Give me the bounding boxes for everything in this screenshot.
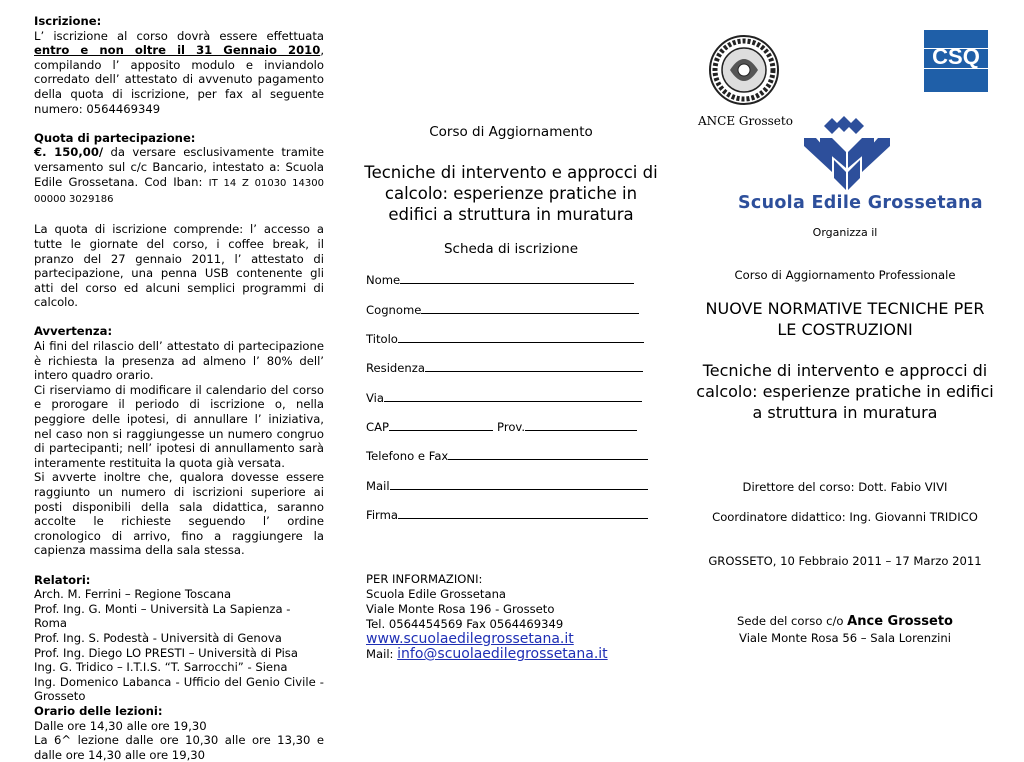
venue: Sede del corso c/o Ance Grosseto [736, 614, 953, 629]
surname-field[interactable]: Cognome [366, 302, 639, 317]
avvertenza-title: Avvertenza: [34, 324, 113, 339]
email-link[interactable]: info@scuolaedilegrossetana.it [397, 646, 608, 662]
relatore-item: Arch. M. Ferrini – Regione Toscana [34, 587, 232, 602]
info-org: Scuola Edile Grossetana [366, 587, 507, 601]
avvertenza-text-2: Ci riserviamo di modificare il calendario del corso e prorogare il periodo di iscrizione o, nella peggiore delle ipotesi, di annullare l’ iniziativa, nel caso non si raggiungesse un numero congruo di partecipanti; nell’ ipotesi di annullamento sarà interamente restituita la quota già versata. [34, 382, 324, 470]
left-column [34, 14, 324, 762]
course-type: Corso di Aggiornamento [429, 124, 593, 140]
relatori-title: Relatori: [34, 572, 91, 587]
signature-field[interactable]: Firma [366, 507, 648, 522]
ance-label: ANCE Grosseto [698, 114, 793, 128]
street-field[interactable]: Via [366, 390, 642, 405]
coordinator: Coordinatore didattico: Ing. Giovanni TRIDICO [712, 510, 978, 524]
iscrizione-text: L’ iscrizione al corso dovrà essere effettuata entro e non oltre il 31 Gennaio 2010, compilando l’ apposito modulo e inviandolo corredato dell’ attestato di avvenuto pagamento della quota di iscrizione, per fax al seguente numero: 0564469349 [34, 28, 324, 116]
relatore-item: Ing. G. Tridico – I.T.I.S. “T. Sarrocchi” - Siena [34, 660, 288, 675]
relatore-item: Prof. Ing. Diego LO PRESTI – Università di Pisa [34, 645, 298, 660]
headline: NUOVE NORMATIVE TECNICHE PER LE COSTRUZIONI [705, 299, 985, 339]
info-phone: Tel. 0564454569 Fax 0564469349 [366, 617, 564, 631]
csq-logo-icon: CSQ [924, 30, 988, 92]
venue-name: Ance Grosseto [847, 614, 953, 629]
iscrizione-title: Iscrizione: [34, 14, 102, 28]
avvertenza-text-3: Si avverte inoltre che, qualora dovesse essere raggiunto un numero di iscrizioni superiore ai posti disponibili della sala didattica, saranno accolte le richieste seguendo l’ ordine cronologico di arrivo, fino a raggiungere la capienza massima della sala stessa. [34, 470, 324, 558]
course-dates: GROSSETO, 10 Febbraio 2011 – 17 Marzo 2011 [708, 554, 982, 568]
director: Direttore del corso: Dott. Fabio VIVI [742, 480, 948, 494]
relatore-item: Ing. Domenico Labanca - Ufficio del Genio Civile - Grosseto [34, 674, 324, 704]
phone-fax-field[interactable]: Telefono e Fax [366, 448, 648, 463]
quota-text: €. 150,00/ da versare esclusivamente tramite versamento sul c/c Bancario, intestato a: Scuola Edile Grossetana. Cod Iban: IT 14 Z 01030 14300 00000 3029186 [34, 145, 324, 206]
info-block [366, 572, 608, 662]
quota-title: Quota di partecipazione: [34, 130, 196, 145]
course-type-right: Corso di Aggiornamento Professionale [734, 268, 956, 282]
website-link[interactable]: www.scuolaedilegrossetana.it [366, 631, 574, 647]
info-address: Viale Monte Rosa 196 - Grosseto [366, 602, 555, 616]
iscrizione-deadline: entro e non oltre il 31 Gennaio 2010 [34, 43, 321, 58]
title-field[interactable]: Titolo [366, 331, 644, 346]
venue-address: Viale Monte Rosa 56 – Sala Lorenzini [739, 631, 951, 645]
orario-text-2: La 6^ lezione dalle ore 10,30 alle ore 13,30 e dalle ore 14,30 alle ore 19,30 [34, 733, 324, 762]
ance-seal-icon [708, 30, 780, 112]
relatore-item: Prof. Ing. G. Monti – Università La Sapienza - Roma [34, 601, 291, 631]
course-title: Tecniche di intervento e approcci di calcolo: esperienze pratiche in edifici a struttura in muratura [364, 163, 658, 224]
avvertenza-text-1: Ai fini del rilascio dell’ attestato di partecipazione è richiesta la presenza ad almeno l’ 80% dell’ intero quadro orario. [34, 339, 324, 383]
orario-text-1: Dalle ore 14,30 alle ore 19,30 [34, 718, 207, 733]
mail-field[interactable]: Mail [366, 478, 648, 493]
relatore-item: Prof. Ing. S. Podestà - Università di Genova [34, 630, 282, 645]
orario-title: Orario delle lezioni: [34, 703, 163, 718]
name-field[interactable]: Nome [366, 272, 634, 287]
course-title-right: Tecniche di intervento e approcci di calcolo: esperienze pratiche in edifici a struttura in muratura [696, 361, 994, 422]
organizza-text: Organizza il [812, 226, 878, 239]
mail-label: Mail: [366, 647, 398, 661]
form-title: Scheda di iscrizione [443, 241, 579, 257]
school-logo-text: Scuola Edile Grossetana [738, 193, 983, 213]
cap-prov-field[interactable]: CAP Prov. [366, 419, 637, 434]
info-title: PER INFORMAZIONI: [366, 572, 483, 586]
residence-field[interactable]: Residenza [366, 360, 643, 375]
quota-includes: La quota di iscrizione comprende: l’ accesso a tutte le giornate del corso, i coffee break, il pranzo del 27 gennaio 2011, l’ attestato di partecipazione, una penna USB contenente gli atti del corso ed alcuni semplici programmi di calcolo. [34, 222, 324, 310]
scuola-edile-logo-icon [802, 116, 892, 192]
